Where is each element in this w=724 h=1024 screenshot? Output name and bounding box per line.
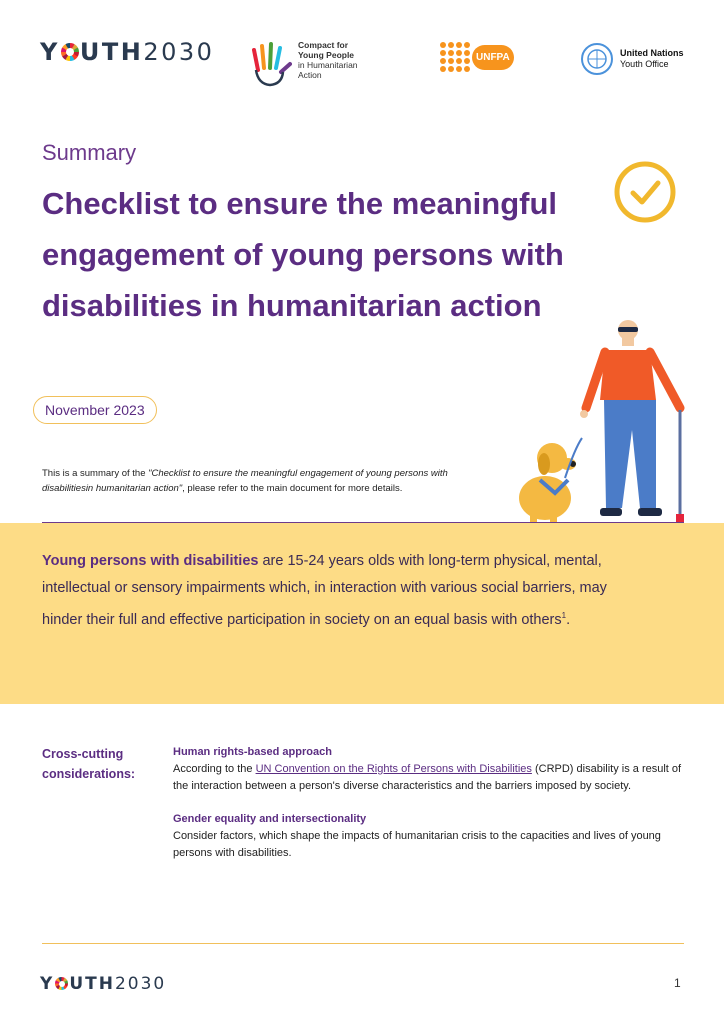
page-number: 1 — [674, 976, 681, 990]
divider — [42, 943, 684, 944]
cross-cutting-list — [173, 744, 683, 878]
page-title: Checklist to ensure the meaningful engagement of young persons with disabilities in humanitarian action — [42, 186, 564, 323]
hand-icon — [250, 40, 292, 88]
person-with-guide-dog-illustration — [510, 318, 706, 524]
consideration-heading: Human rights-based approach — [173, 746, 332, 758]
sdg-wheel-icon — [55, 977, 68, 990]
footnote-marker: 1 — [561, 611, 567, 620]
footer-youth2030-logo: Y UTH2030 — [40, 974, 167, 994]
consideration-heading: Gender equality and intersectionality — [173, 813, 367, 825]
consideration-text: According to the UN Convention on the Rights of Persons with Disabilities (CRPD) disability is a result of the interaction between a person's diverse characteristics and the barriers imposed by society. — [173, 763, 682, 792]
un-youth-office-logo: United Nations Youth Office — [580, 42, 684, 76]
sdg-wheel-icon — [61, 43, 79, 61]
consideration-text: Consider factors, which shape the impacts of humanitarian crisis to the capacities and lives of young persons with disabilities. — [173, 830, 661, 859]
compact-logo: Compact for Young People in Humanitarian Action — [250, 40, 358, 88]
checkmark-icon — [613, 160, 677, 224]
crpd-link[interactable]: UN Convention on the Rights of Persons with Disabilities — [255, 763, 532, 775]
date-badge: November 2023 — [33, 396, 157, 424]
summary-note: This is a summary of the "Checklist to ensure the meaningful engagement of young persons with disabilitiesin humanitarian action", please refer to the main document for more details. — [42, 468, 448, 494]
unfpa-logo: UNFPA — [440, 42, 514, 72]
dots-icon — [440, 42, 470, 72]
definition-text: Young persons with disabilities are 15-24 years olds with long-term physical, mental, intellectual or sensory impairments which, in interaction with various social barriers, may hinder their full and effective participation in society on an equal basis with others$^1$. — [42, 553, 607, 628]
un-emblem-icon — [580, 42, 614, 76]
summary-label: Summary — [42, 140, 137, 165]
youth2030-logo: Y UTH2030 — [40, 38, 215, 66]
cross-cutting-label: Cross-cutting considerations: — [42, 747, 136, 781]
